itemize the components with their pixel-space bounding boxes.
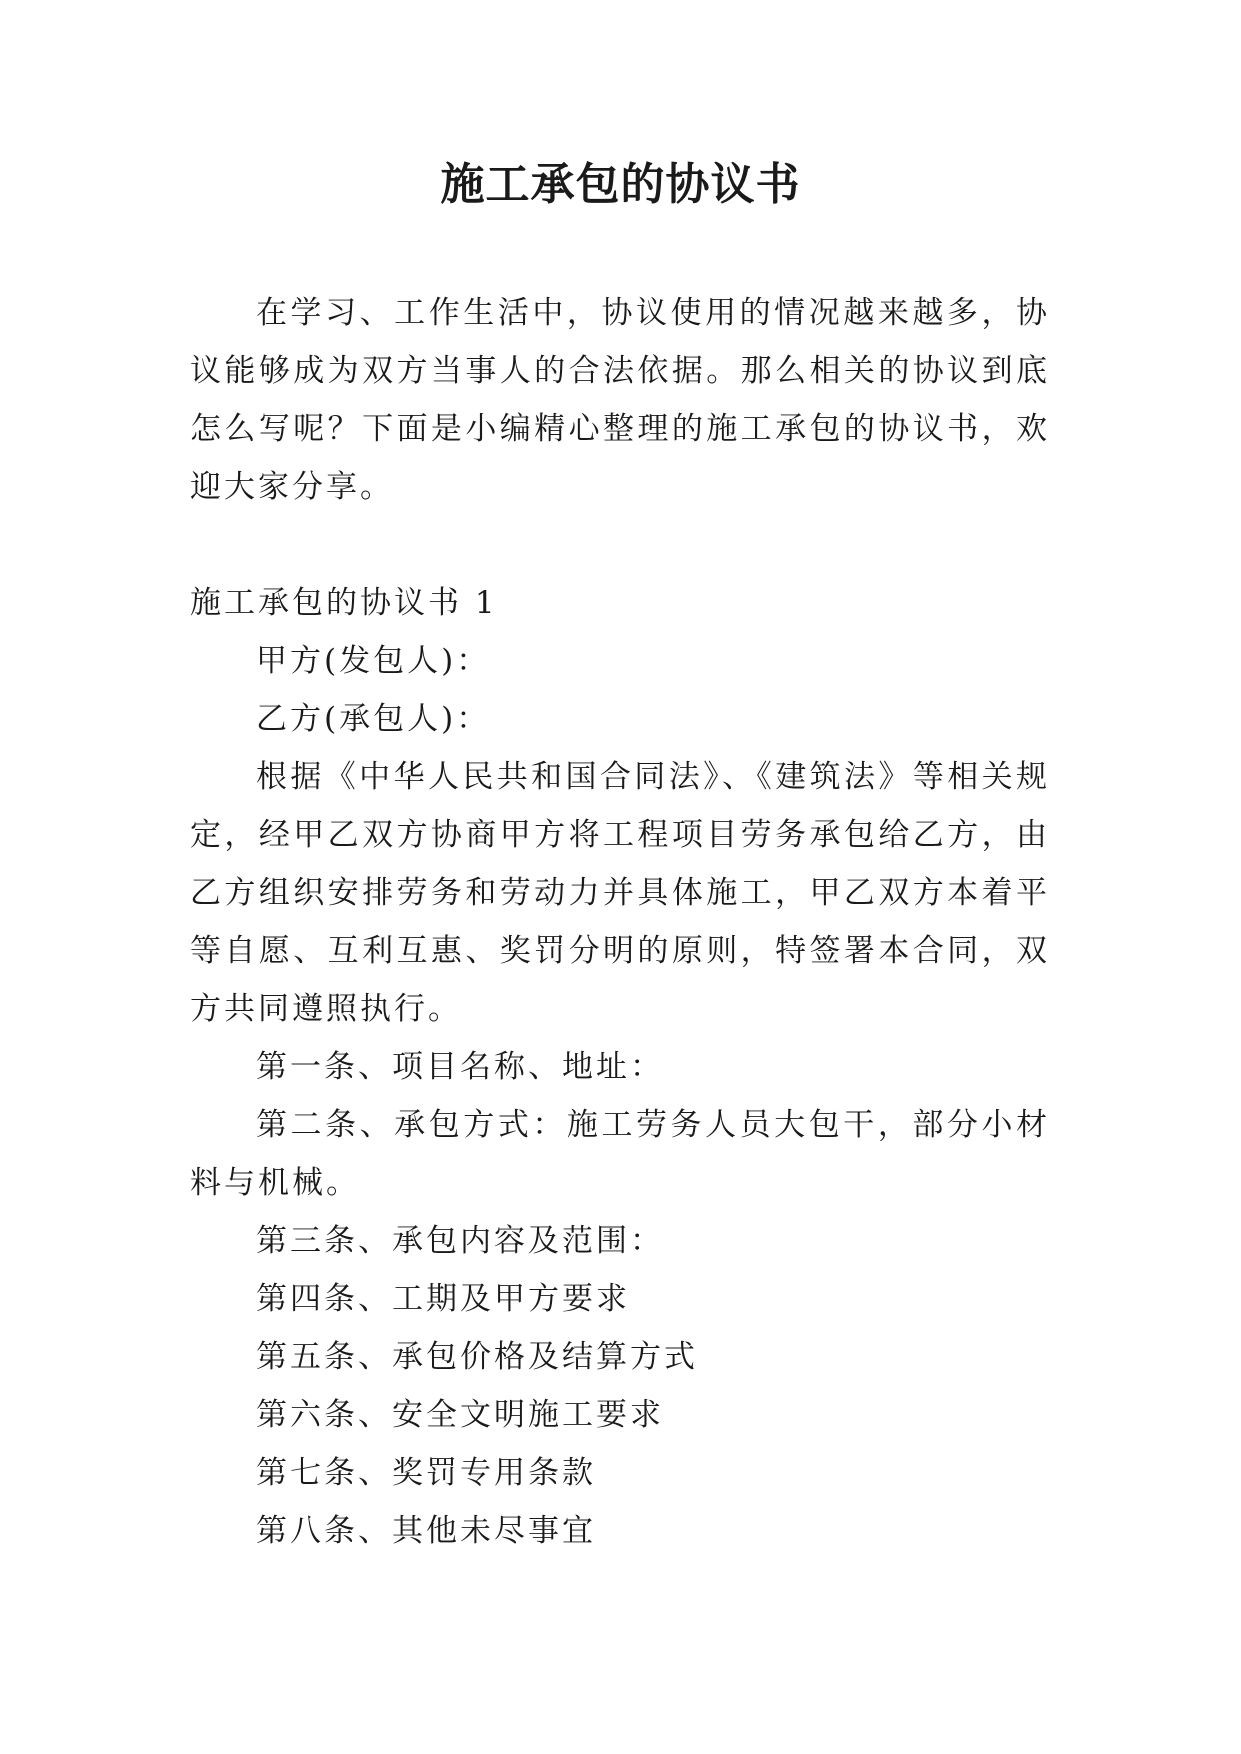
clause-3: 第三条、承包内容及范围：: [256, 1223, 664, 1259]
clause-5: 第五条、承包价格及结算方式: [256, 1339, 698, 1375]
clause-7: 第七条、奖罚专用条款: [256, 1455, 596, 1491]
intro-paragraph: 在学习、工作生活中，协议使用的情况越来越多，协议能够成为双方当事人的合法依据。那么相关的协议到底怎么写呢？下面是小编精心整理的施工承包的协议书，欢迎大家分享。: [190, 295, 1050, 505]
document-title: 施工承包的协议书: [440, 159, 801, 210]
clause-4: 第四条、工期及甲方要求: [256, 1281, 630, 1317]
party-a-line: 甲方(发包人)：: [256, 643, 491, 679]
party-b-line: 乙方(承包人)：: [256, 701, 491, 737]
section-heading: 施工承包的协议书 1: [190, 585, 498, 621]
preamble-paragraph: 根据《中华人民共和国合同法》、《建筑法》等相关规定，经甲乙双方协商甲方将工程项目劳务承包给乙方，由乙方组织安排劳务和劳动力并具体施工，甲乙双方本着平等自愿、互利互惠、奖罚分明的原则，特签署本合同，双方共同遵照执行。: [190, 759, 1050, 1027]
clause-1: 第一条、项目名称、地址：: [256, 1049, 664, 1085]
document-body: [190, 284, 1050, 1560]
clause-6: 第六条、安全文明施工要求: [256, 1397, 664, 1433]
clause-2: 第二条、承包方式：施工劳务人员大包干，部分小材料与机械。: [190, 1107, 1050, 1201]
clause-8: 第八条、其他未尽事宜: [256, 1513, 596, 1549]
